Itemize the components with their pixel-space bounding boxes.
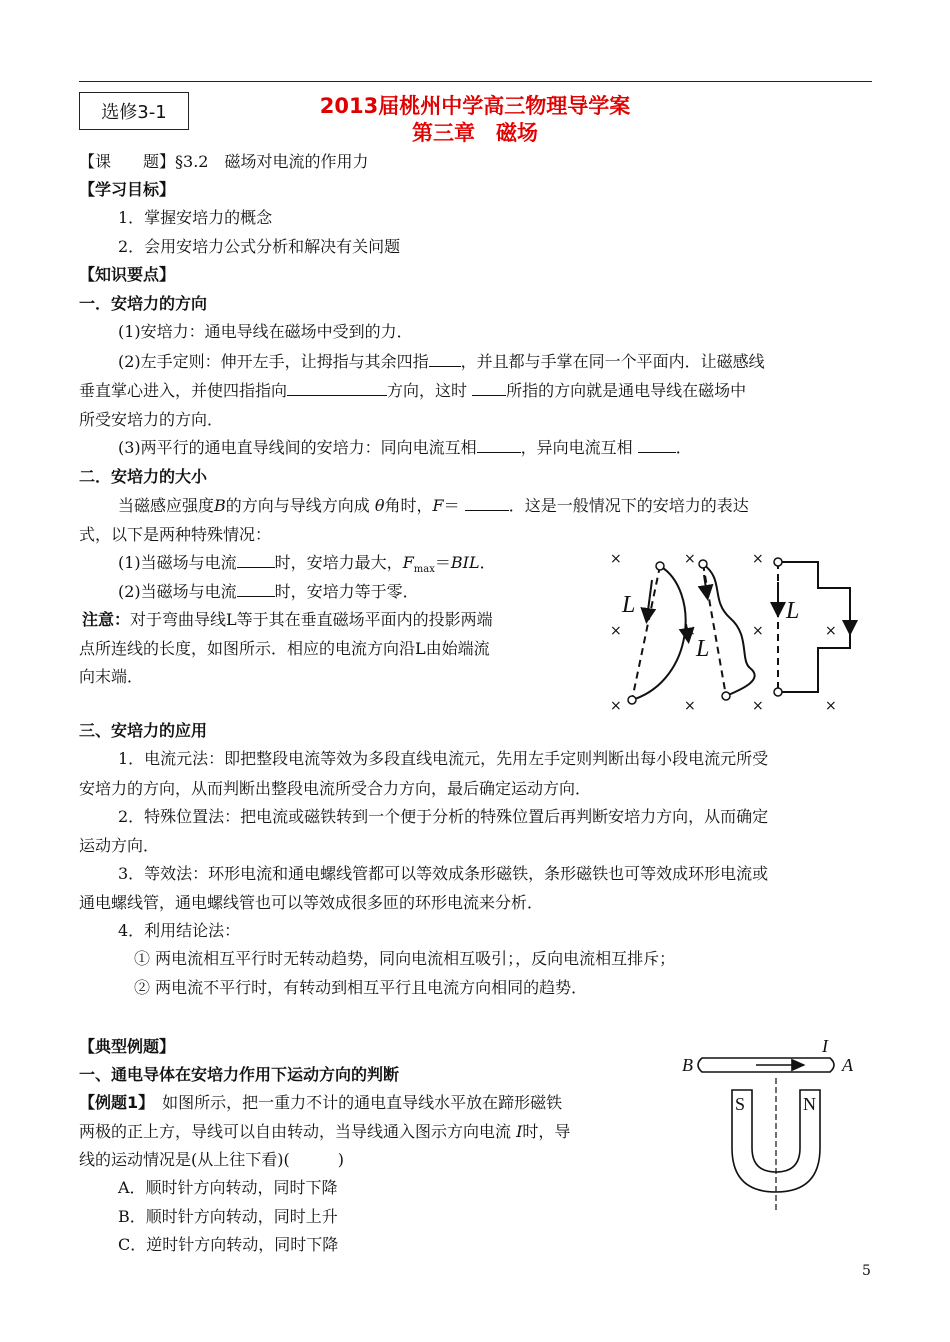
option-a: A．顺时针方向转动，同时下降 (118, 1178, 338, 1197)
field-cross-icon: × (752, 623, 764, 639)
para: (3)两平行的通电直导线间的安培力：同向电流互相 ，异向电流互相 ． (118, 438, 692, 457)
section1-heading: 一．安培力的方向 (79, 294, 208, 313)
points-heading: 【知识要点】 (79, 265, 176, 284)
label-I: I (822, 1038, 828, 1056)
course-box: 选修3-1 (79, 92, 189, 130)
para: (2)当磁场与电流 时，安培力等于零． (118, 582, 419, 601)
horseshoe-magnet-figure (676, 1038, 866, 1218)
para: 垂直掌心进入，并使四指指向 方向，这时 所指的方向就是通电导线在磁场中 (79, 381, 747, 400)
para: 所受安培力的方向． (79, 410, 224, 429)
para: 向末端． (79, 667, 144, 686)
field-cross-icon: × (610, 551, 622, 567)
label-B: B (682, 1055, 693, 1075)
para: (1)当磁场与电流 时，安培力最大，$F_{max}=BIL$． (118, 553, 496, 576)
para: 1．电流元法：即把整段电流等效为多段直线电流元，先用左手定则判断出每小段电流元所受 (118, 749, 769, 768)
para: (2)左手定则：伸开左手，让拇指与其余四指 ，并且都与手掌在同一个平面内．让磁感线 (118, 352, 765, 371)
goal-item: 2．会用安培力公式分析和解决有关问题 (118, 237, 401, 256)
curved-wire (632, 566, 686, 700)
para: 线的运动情况是(从上往下看)( ) (79, 1150, 344, 1169)
field-cross-icon: × (610, 623, 622, 639)
para: 当磁感应强度B的方向与导线方向成 θ角时，F＝ ．这是一般情况下的安培力的表达 (118, 496, 749, 515)
option-c: C．逆时针方向转动，同时下降 (118, 1235, 339, 1254)
examples-subheading: 一、通电导体在安培力作用下运动方向的判断 (79, 1065, 400, 1084)
para: 注意：对于弯曲导线L等于其在垂直磁场平面内的投影两端 (82, 610, 493, 629)
para: 3．等效法：环形电流和通电螺线管都可以等效成条形磁铁，条形磁铁也可等效成环形电流或 (118, 864, 769, 883)
projection-line (703, 564, 726, 696)
para: 运动方向． (79, 836, 160, 855)
label-A: A (842, 1055, 853, 1075)
para: 两极的正上方，导线可以自由转动，当导线通入图示方向电流 I时，导 (79, 1122, 571, 1141)
field-cross-icon: × (752, 698, 764, 714)
section3-heading: 三、安培力的应用 (79, 721, 208, 740)
bent-wire-figure (600, 540, 872, 715)
topic-line: 【课 题】§3.2 磁场对电流的作用力 (79, 152, 369, 171)
para: (1)安培力：通电导线在磁场中受到的力． (118, 322, 413, 341)
current-arrow (647, 580, 652, 618)
stepped-wire (778, 562, 850, 692)
para: 通电螺线管，通电螺线管也可以等效成很多匝的环形电流来分析． (79, 893, 544, 912)
field-cross-icon: × (684, 698, 696, 714)
wavy-wire (703, 564, 755, 696)
para: 安培力的方向，从而判断出整段电流所受合力方向，最后确定运动方向． (79, 779, 592, 798)
para: ② 两电流不平行时，有转动到相互平行且电流方向相同的趋势． (134, 978, 588, 997)
field-cross-icon: × (684, 551, 696, 567)
option-b: B．顺时针方向转动，同时上升 (118, 1207, 338, 1226)
document-title: 2013届桃州中学高三物理导学案 (319, 94, 631, 118)
field-cross-icon: × (825, 698, 837, 714)
para: 2．特殊位置法：把电流或磁铁转到一个便于分析的特殊位置后再判断安培力方向，从而确定 (118, 807, 769, 826)
label-S: S (735, 1094, 746, 1114)
para: 4．利用结论法： (118, 921, 241, 940)
label-N: N (803, 1094, 816, 1114)
field-cross-icon: × (752, 551, 764, 567)
para: 【例题1】 如图所示，把一重力不计的通电直导线水平放在蹄形磁铁 (79, 1093, 563, 1112)
page-number: 5 (862, 1263, 871, 1279)
goal-item: 1．掌握安培力的概念 (118, 208, 273, 227)
para: ① 两电流相互平行时无转动趋势，同向电流相互吸引；，反向电流相互排斥； (134, 949, 676, 968)
field-cross-icon: × (684, 623, 696, 639)
field-cross-icon: × (610, 698, 622, 714)
field-cross-icon: × (825, 623, 837, 639)
examples-heading: 【典型例题】 (79, 1037, 176, 1056)
section2-heading: 二．安培力的大小 (79, 467, 208, 486)
goals-heading: 【学习目标】 (79, 180, 176, 199)
label-L: L (786, 598, 800, 624)
para: 式，以下是两种特殊情况： (79, 525, 272, 544)
para: 点所连线的长度，如图所示．相应的电流方向沿L由始端流 (79, 639, 490, 658)
label-L: L (696, 636, 710, 662)
chapter-title: 第三章 磁场 (412, 121, 538, 145)
label-L: L (622, 592, 636, 618)
header-rule (79, 81, 872, 82)
projection-line (632, 566, 660, 700)
